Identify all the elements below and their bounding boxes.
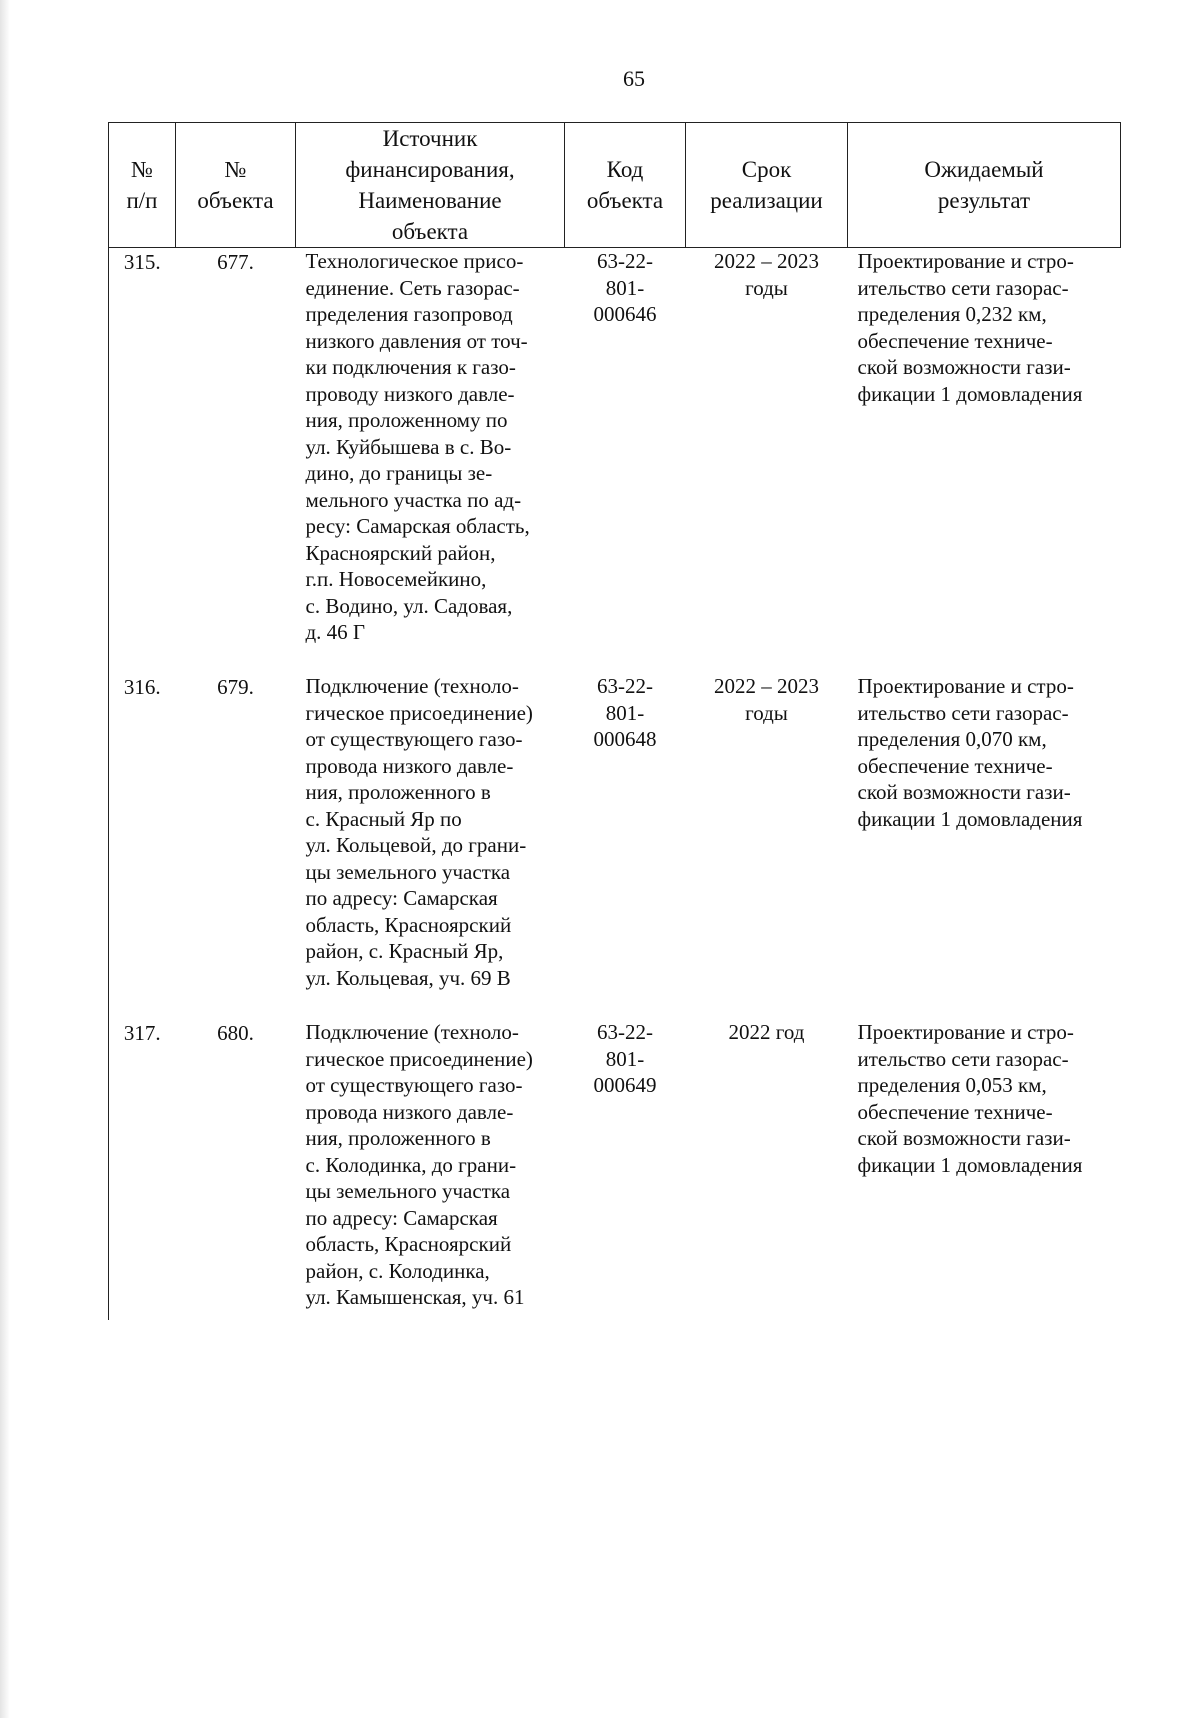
projects-table: [108, 122, 1121, 1320]
text-line: д. 46 Г: [305, 620, 366, 644]
text-line: 801-: [605, 1046, 645, 1071]
text-line: область, Красноярский: [305, 912, 512, 937]
table-row: [109, 248, 1121, 674]
scan-edge-shadow: [0, 0, 10, 1718]
text-line: годы: [745, 275, 788, 300]
text-line: обеспечение техниче-: [857, 328, 1053, 353]
table-row: [109, 1019, 1121, 1320]
text-line: фикации 1 домовладения: [857, 381, 1083, 406]
object-number: 677.: [217, 250, 254, 274]
text-line: по адресу: Самарская: [305, 886, 498, 910]
implementation-term: [686, 1019, 848, 1320]
text-line: ительство сети газорас-: [857, 1046, 1069, 1071]
object-name: [296, 673, 565, 1019]
text-line: ресу: Самарская область,: [305, 514, 530, 538]
text-line: 000649: [593, 1073, 657, 1097]
text-line: район, с. Красный Яр,: [305, 939, 504, 963]
text-line: от существующего газо-: [305, 727, 523, 751]
text-line: ния, проложенному по: [305, 408, 508, 432]
text-line: Проектирование и стро-: [857, 674, 1074, 698]
text-line: район, с. Колодинка,: [305, 1258, 490, 1283]
object-code: [565, 248, 686, 674]
text-line: объекта: [586, 188, 664, 213]
text-line: результат: [937, 188, 1031, 213]
text-line: фикации 1 домовладения: [857, 806, 1083, 831]
row-number: 316.: [109, 673, 176, 1019]
text-line: обеспечение техниче-: [857, 1099, 1053, 1124]
text-line: Проектирование и стро-: [857, 249, 1074, 273]
text-line: гическое присоединение): [305, 1046, 533, 1071]
header-object-code: [565, 123, 686, 248]
text-line: финансирования,: [345, 157, 515, 182]
text-line: Подключение (техноло-: [305, 674, 519, 698]
text-line: Срок: [741, 157, 792, 182]
text-line: обеспечение техниче-: [857, 753, 1053, 778]
text-line: низкого давления от точ-: [305, 328, 528, 353]
text-line: 63-22-: [597, 249, 653, 273]
text-line: 2022 – 2023: [714, 674, 819, 698]
text-line: ул. Кольцевой, до грани-: [305, 833, 527, 857]
object-number: 680.: [217, 1021, 254, 1045]
text-line: дино, до границы зе-: [305, 461, 493, 485]
text-line: мельного участка по ад-: [305, 487, 522, 512]
text-line: ния, проложенного в: [305, 780, 491, 804]
implementation-term: [686, 248, 848, 674]
text-line: Подключение (техноло-: [305, 1020, 519, 1044]
header-implementation-term: [686, 123, 848, 248]
text-line: ской возможности гази-: [857, 1126, 1071, 1150]
text-line: от существующего газо-: [305, 1073, 523, 1097]
text-line: объекта: [391, 219, 469, 244]
text-line: Технологическое присо-: [305, 249, 524, 273]
text-line: объекта: [197, 188, 274, 213]
expected-result: [848, 1019, 1121, 1320]
text-line: ул. Кольцевая, уч. 69 В: [305, 965, 511, 990]
object-name: [296, 248, 565, 674]
text-line: г.п. Новосемейкино,: [305, 567, 487, 591]
text-line: №: [131, 157, 153, 182]
text-line: пределения газопровод: [305, 302, 513, 326]
table-header-row: [109, 123, 1121, 248]
text-line: ской возможности гази-: [857, 780, 1071, 804]
text-line: 63-22-: [597, 1020, 653, 1044]
implementation-term: [686, 673, 848, 1019]
expected-result: [848, 248, 1121, 674]
text-line: гическое присоединение): [305, 700, 533, 725]
text-line: ки подключения к газо-: [305, 355, 516, 379]
text-line: Ожидаемый: [924, 157, 1044, 182]
text-line: единение. Сеть газорас-: [305, 275, 520, 300]
header-row-number: [109, 123, 176, 248]
text-line: область, Красноярский: [305, 1232, 512, 1256]
text-line: ительство сети газорас-: [857, 700, 1069, 725]
page-number: 65: [623, 66, 645, 91]
text-line: ительство сети газорас-: [857, 275, 1069, 300]
text-line: с. Колодинка, до грани-: [305, 1152, 517, 1177]
table-row: [109, 673, 1121, 1019]
object-number: 679.: [217, 675, 254, 699]
header-financing-source-name: [296, 123, 565, 248]
expected-result: [848, 673, 1121, 1019]
text-line: Проектирование и стро-: [857, 1020, 1074, 1044]
text-line: 2022 год: [728, 1020, 805, 1044]
text-line: провода низкого давле-: [305, 1099, 514, 1124]
text-line: 63-22-: [597, 674, 653, 698]
text-line: проводу низкого давле-: [305, 381, 515, 406]
object-name: [296, 1019, 565, 1320]
header-expected-result: [848, 123, 1121, 248]
text-line: ул. Куйбышева в с. Во-: [305, 434, 512, 459]
row-number: 315.: [109, 248, 176, 674]
text-line: по адресу: Самарская: [305, 1205, 498, 1230]
header-object-number: [176, 123, 296, 248]
text-line: реализации: [710, 188, 823, 213]
text-line: с. Водино, ул. Садовая,: [305, 593, 513, 618]
text-line: цы земельного участка: [305, 859, 511, 884]
object-code: [565, 673, 686, 1019]
text-line: Источник: [382, 126, 478, 151]
text-line: Наименование: [358, 188, 502, 213]
text-line: 000646: [593, 302, 657, 326]
text-line: пределения 0,053 км,: [857, 1073, 1047, 1097]
text-line: п/п: [126, 188, 158, 213]
text-line: ул. Камышенская, уч. 61: [305, 1285, 525, 1309]
text-line: Код: [606, 157, 644, 182]
text-line: фикации 1 домовладения: [857, 1152, 1083, 1177]
text-line: провода низкого давле-: [305, 753, 514, 778]
text-line: 2022 – 2023: [714, 249, 819, 273]
text-line: пределения 0,070 км,: [857, 727, 1047, 751]
text-line: 000648: [593, 727, 657, 751]
text-line: Красноярский район,: [305, 540, 496, 565]
text-line: ской возможности гази-: [857, 355, 1071, 379]
text-line: 801-: [605, 275, 645, 300]
text-line: цы земельного участка: [305, 1179, 511, 1203]
text-line: пределения 0,232 км,: [857, 302, 1047, 326]
row-number: 317.: [109, 1019, 176, 1320]
text-line: 801-: [605, 700, 645, 725]
text-line: годы: [745, 700, 788, 725]
text-line: №: [224, 157, 247, 182]
text-line: с. Красный Яр по: [305, 806, 462, 831]
text-line: ния, проложенного в: [305, 1126, 491, 1150]
object-code: [565, 1019, 686, 1320]
